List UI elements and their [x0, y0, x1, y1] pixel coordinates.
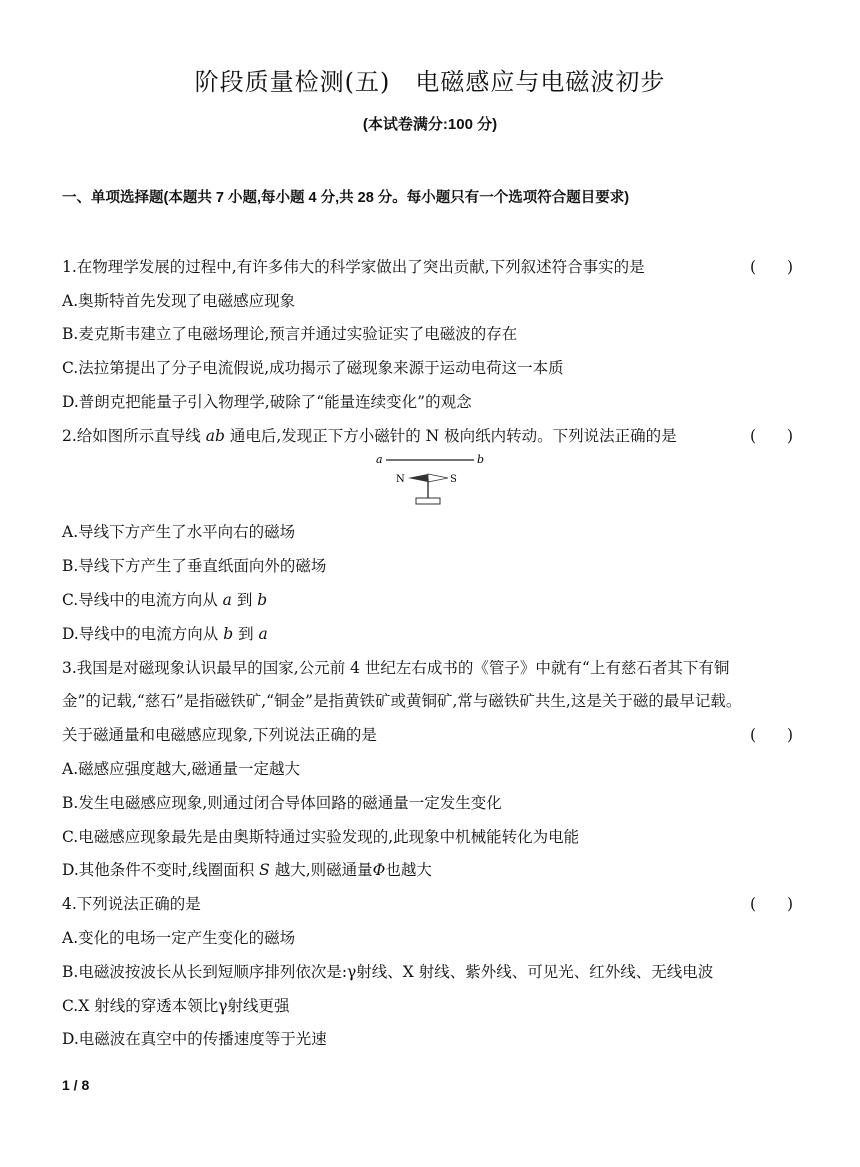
needle-n-half	[408, 474, 428, 482]
q3-option-c: C.电磁感应现象最先是由奥斯特通过实验发现的,此现象中机械能转化为电能	[62, 828, 580, 846]
q1-answer-paren: ( )	[750, 258, 794, 276]
needle-base	[416, 498, 440, 504]
page-title: 阶段质量检测(五) 电磁感应与电磁波初步	[194, 68, 666, 96]
q2-answer-paren: ( )	[750, 427, 794, 445]
q1-option-c: C.法拉第提出了分子电流假说,成功揭示了磁现象来源于运动电荷这一本质	[62, 359, 564, 377]
q2-option-c: C.导线中的电流方向从 a 到 b	[62, 591, 268, 609]
q2-stem: 2.给如图所示直导线 ab 通电后,发现正下方小磁针的 N 极向纸内转动。下列说法正确的是	[62, 427, 677, 445]
q4-option-d: D.电磁波在真空中的传播速度等于光速	[62, 1030, 327, 1048]
q1-stem: 1.在物理学发展的过程中,有许多伟大的科学家做出了突出贡献,下列叙述符合事实的是	[62, 258, 645, 276]
q3-option-a: A.磁感应强度越大,磁通量一定越大	[62, 760, 301, 778]
label-n: N	[396, 474, 405, 485]
q1-option-b: B.麦克斯韦建立了电磁场理论,预言并通过实验证实了电磁波的存在	[62, 325, 518, 343]
q1-option-a: A.奥斯特首先发现了电磁感应现象	[62, 292, 296, 310]
q4-option-a: A.变化的电场一定产生变化的磁场	[62, 929, 296, 947]
q4-option-c: C.X 射线的穿透本领比γ射线更强	[62, 997, 290, 1015]
q4-answer-paren: ( )	[750, 895, 794, 913]
q2-option-b: B.导线下方产生了垂直纸面向外的磁场	[62, 557, 327, 575]
label-s: S	[450, 474, 457, 485]
q2-option-a: A.导线下方产生了水平向右的磁场	[62, 523, 296, 541]
q3-stem-line3: 关于磁通量和电磁感应现象,下列说法正确的是	[62, 726, 377, 744]
q3-stem-line1: 3.我国是对磁现象认识最早的国家,公元前 4 世纪左右成书的《管子》中就有“上有慈石者其下有铜	[62, 659, 730, 677]
q3-option-d: D.其他条件不变时,线圈面积 S 越大,则磁通量Φ也越大	[62, 861, 432, 879]
label-b: b	[477, 453, 485, 466]
q3-option-b: B.发生电磁感应现象,则通过闭合导体回路的磁通量一定发生变化	[62, 794, 502, 812]
q4-option-b: B.电磁波按波长从长到短顺序排列依次是:γ射线、X 射线、紫外线、可见光、红外线、无线电波	[62, 963, 714, 981]
section-heading: 一、单项选择题(本题共 7 小题,每小题 4 分,共 28 分。每小题只有一个选项符合题目要求)	[62, 190, 630, 206]
page-subtitle: (本试卷满分:100 分)	[362, 116, 498, 133]
q4-stem: 4.下列说法正确的是	[62, 895, 201, 913]
q3-stem-line2: 金”的记载,“慈石”是指磁铁矿,“铜金”是指黄铁矿或黄铜矿,常与磁铁矿共生,这是关于磁的最早记载。	[62, 692, 742, 710]
needle-s-half	[428, 474, 448, 482]
label-a: a	[376, 453, 383, 466]
q3-answer-paren: ( )	[750, 726, 794, 744]
q2-option-d: D.导线中的电流方向从 b 到 a	[62, 625, 268, 643]
q1-option-d: D.普朗克把能量子引入物理学,破除了“能量连续变化”的观念	[62, 393, 472, 411]
page-number: 1 / 8	[62, 1077, 90, 1093]
wire-compass-figure	[370, 452, 490, 510]
